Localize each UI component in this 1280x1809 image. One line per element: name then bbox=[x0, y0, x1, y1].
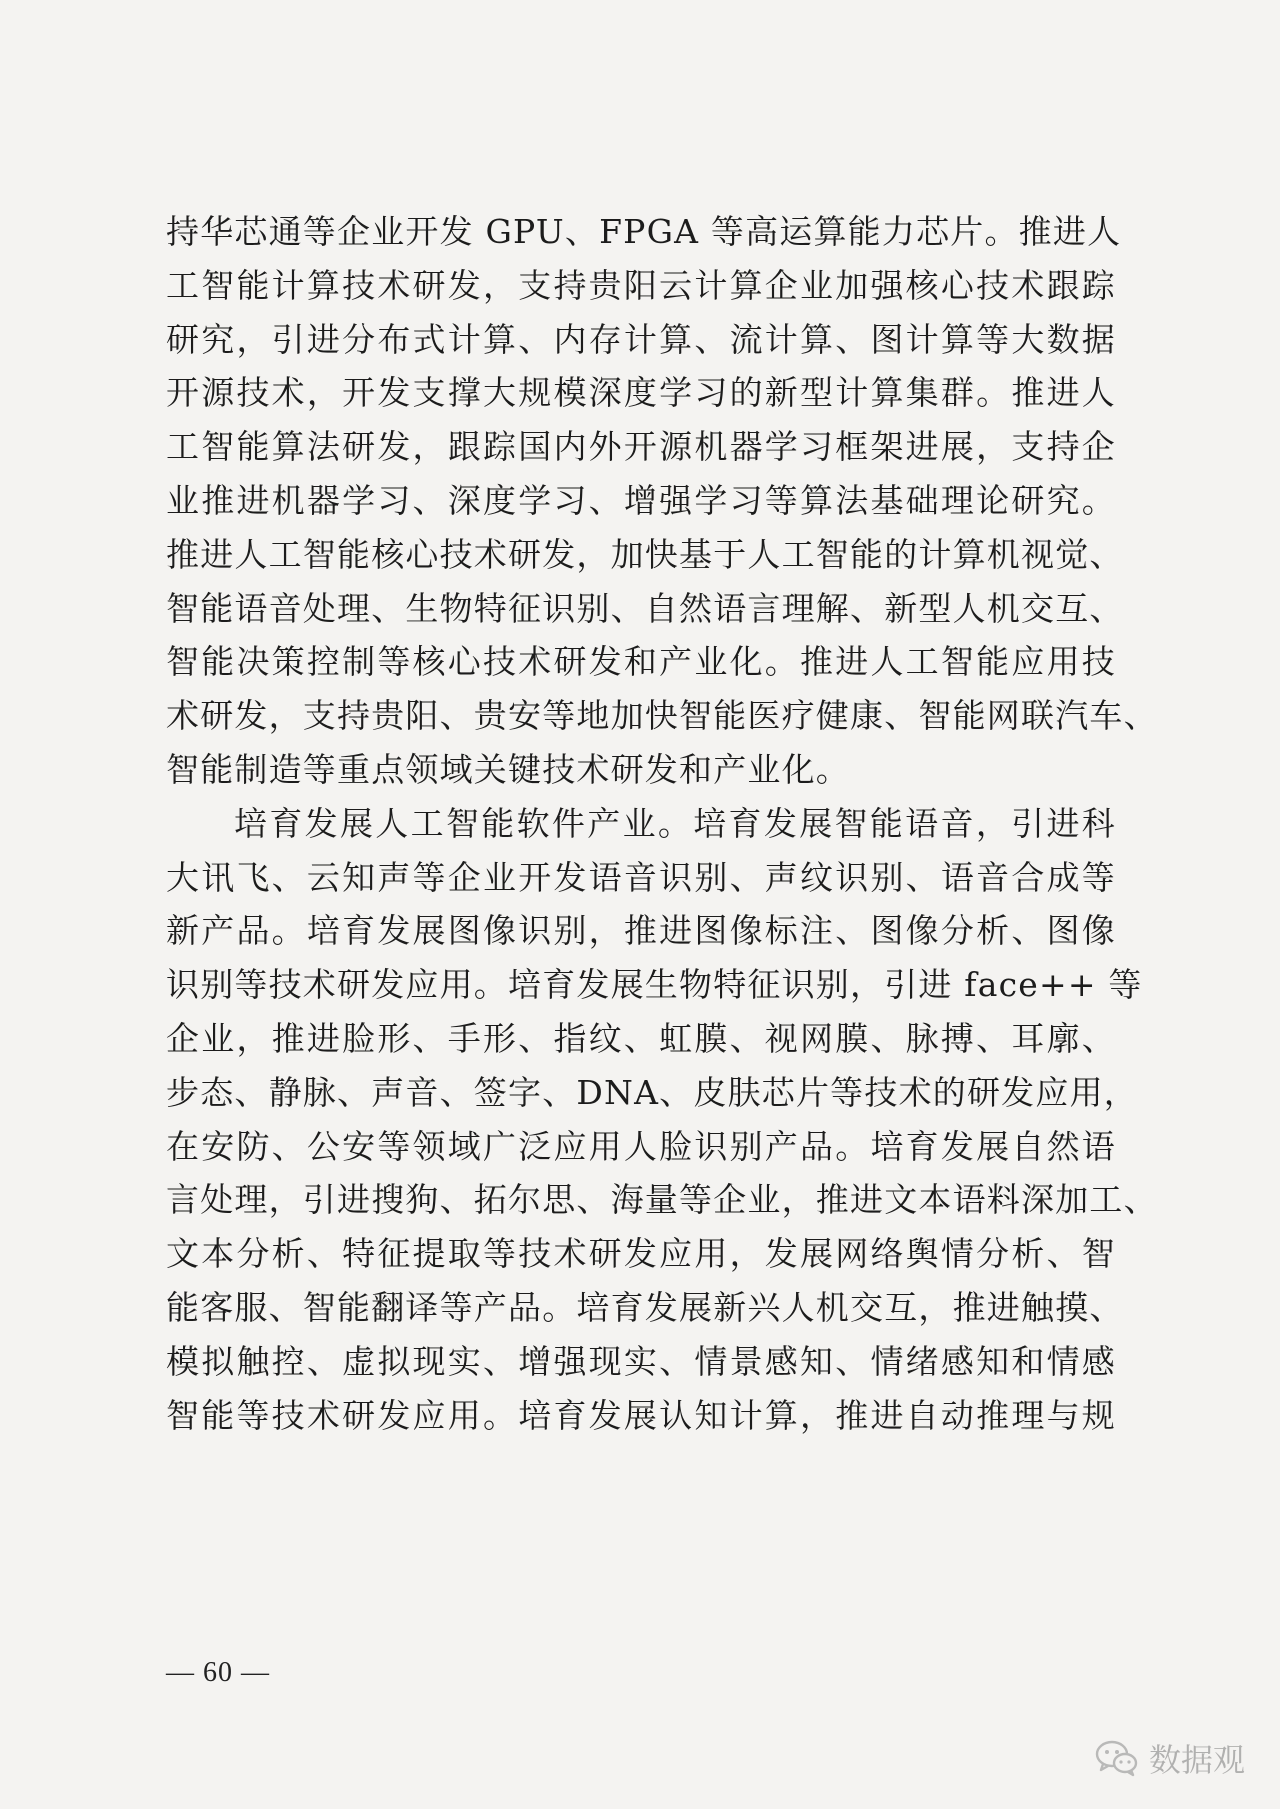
text-line: 智能等技术研发应用。培育发展认知计算，推进自动推理与规 bbox=[166, 1395, 1116, 1435]
text-line: 智能决策控制等核心技术研发和产业化。推进人工智能应用技 bbox=[166, 642, 1116, 682]
text-line: 工智能计算技术研发，支持贵阳云计算企业加强核心技术跟踪 bbox=[166, 265, 1116, 305]
text-line: 模拟触控、虚拟现实、增强现实、情景感知、情绪感知和情感 bbox=[166, 1341, 1116, 1381]
text-line: 能客服、智能翻译等产品。培育发展新兴人机交互，推进触摸、 bbox=[166, 1287, 1124, 1327]
text-line: 工智能算法研发，跟踪国内外开源机器学习框架进展，支持企 bbox=[166, 427, 1116, 467]
text-line: 培育发展人工智能软件产业。培育发展智能语音，引进科 bbox=[234, 803, 1116, 843]
text-line: 新产品。培育发展图像识别，推进图像标注、图像分析、图像 bbox=[166, 911, 1116, 951]
watermark-text: 数据观 bbox=[1149, 1741, 1246, 1779]
text-line: 研究，引进分布式计算、内存计算、流计算、图计算等大数据 bbox=[166, 319, 1116, 359]
text-line: 在安防、公安等领域广泛应用人脸识别产品。培育发展自然语 bbox=[166, 1126, 1116, 1166]
text-line: 业推进机器学习、深度学习、增强学习等算法基础理论研究。 bbox=[166, 480, 1116, 520]
text-line: 言处理，引进搜狗、拓尔思、海量等企业，推进文本语料深加工、 bbox=[166, 1180, 1158, 1220]
wechat-icon bbox=[1095, 1739, 1139, 1777]
text-line: 智能语音处理、生物特征识别、自然语言理解、新型人机交互、 bbox=[166, 588, 1124, 628]
text-line: 开源技术，开发支撑大规模深度学习的新型计算集群。推进人 bbox=[166, 373, 1116, 413]
watermark bbox=[1095, 1735, 1245, 1781]
text-line: 企业，推进脸形、手形、指纹、虹膜、视网膜、脉搏、耳廓、 bbox=[166, 1018, 1116, 1058]
text-line: 智能制造等重点领域关键技术研发和产业化。 bbox=[166, 749, 850, 789]
body-text bbox=[166, 205, 1158, 1442]
page-number: — 60 — bbox=[166, 1657, 270, 1688]
text-line: 术研发，支持贵阳、贵安等地加快智能医疗健康、智能网联汽车、 bbox=[166, 696, 1158, 736]
text-line: 识别等技术研发应用。培育发展生物特征识别，引进 face++ 等 bbox=[166, 965, 1143, 1005]
text-line: 步态、静脉、声音、签字、DNA、皮肤芯片等技术的研发应用， bbox=[166, 1072, 1138, 1112]
text-line: 推进人工智能核心技术研发，加快基于人工智能的计算机视觉、 bbox=[166, 534, 1124, 574]
text-line: 大讯飞、云知声等企业开发语音识别、声纹识别、语音合成等 bbox=[166, 857, 1116, 897]
text-line: 持华芯通等企业开发 GPU、FPGA 等高运算能力芯片。推进人 bbox=[166, 212, 1122, 251]
text-line: 文本分析、特征提取等技术研发应用，发展网络舆情分析、智 bbox=[166, 1234, 1116, 1274]
